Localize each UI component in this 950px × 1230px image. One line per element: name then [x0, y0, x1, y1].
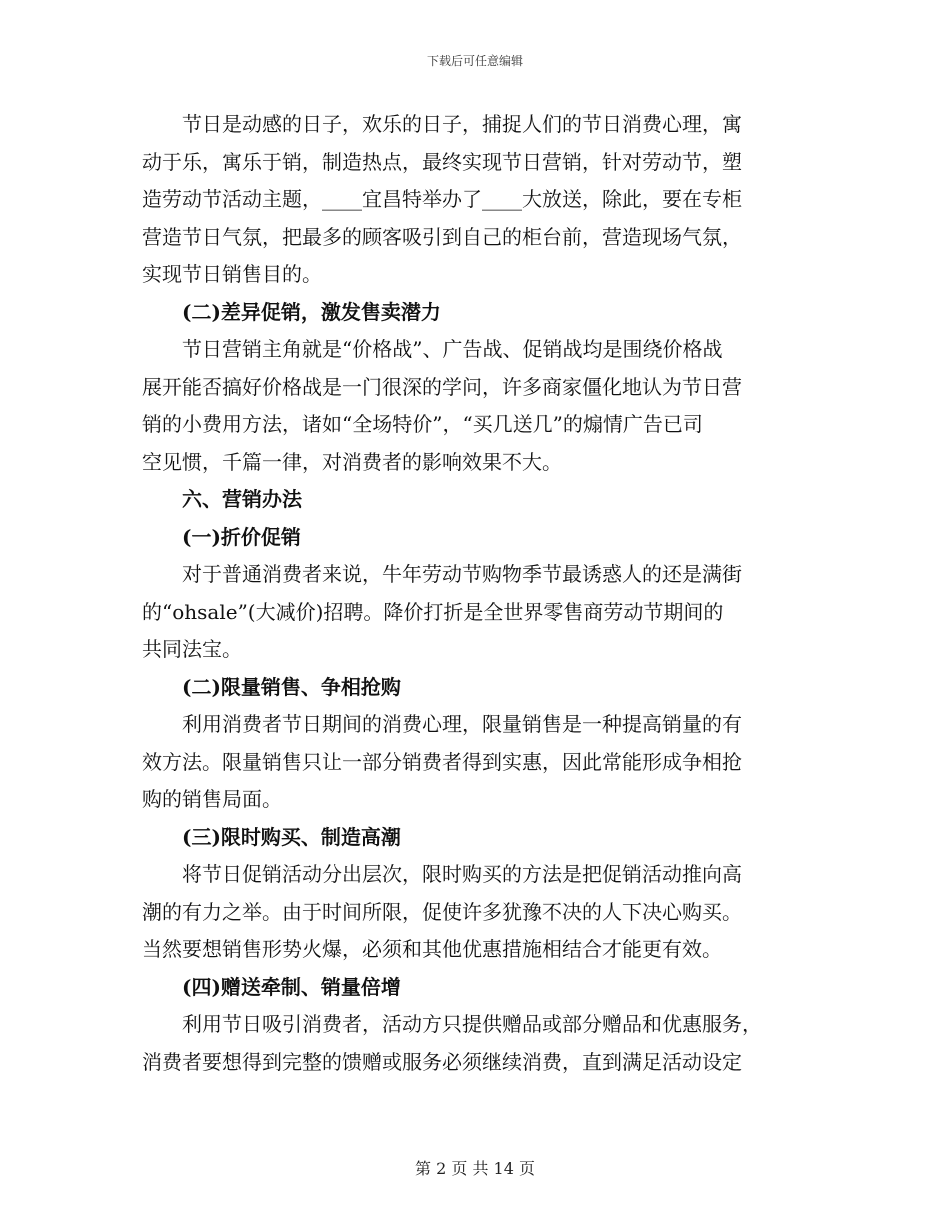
text-line: 购的销售局面。 [142, 787, 282, 811]
text-line: 当然要想销售形势火爆，必须和其他优惠措施相结合才能更有效。 [142, 937, 722, 961]
page-header: 下载后可任意编辑 [426, 54, 523, 68]
text-line: 利用消费者节日期间的消费心理，限量销售是一种提高销量的有 [182, 712, 742, 736]
text-line: 利用节日吸引消费者，活动方只提供赠品或部分赠品和优惠服务， [182, 1012, 762, 1036]
text-line: 动于乐，寓乐于销，制造热点，最终实现节日营销，针对劳动节，塑 [142, 149, 742, 174]
text-line: 节日是动感的日子，欢乐的日子，捕捉人们的节日消费心理，寓 [182, 112, 742, 136]
text-line: 销的小费用方法，诸如“全场特价”，“买几送几”的煽情广告已司 [142, 412, 703, 436]
section-heading: 六、营销办法 [182, 487, 302, 511]
paragraph-2 [142, 331, 802, 481]
section-heading: (二)差异促销，激发售卖潜力 [182, 299, 441, 324]
paragraph-1 [142, 106, 802, 294]
text-line: 共同法宝。 [142, 637, 242, 661]
document-body [142, 106, 802, 1081]
text-line: 造劳动节活动主题，____宜昌特举办了____大放送，除此，要在专柜 [142, 187, 742, 211]
text-line: 空见惯，千篇一律，对消费者的影响效果不大。 [142, 449, 562, 474]
text-line: 效方法。限量销售只让一部分销费者得到实惠，因此常能形成争相抢 [142, 749, 742, 774]
section-heading: (一)折价促销 [182, 524, 301, 549]
paragraph-5 [142, 856, 802, 969]
paragraph-6 [142, 1006, 802, 1081]
paragraph-4 [142, 706, 802, 819]
text-line: 实现节日销售目的。 [142, 262, 322, 286]
text-line: 将节日促销活动分出层次，限时购买的方法是把促销活动推向高 [182, 862, 742, 886]
section-heading: (四)赠送牵制、销量倍增 [182, 974, 401, 999]
page-footer: 第 2 页 共 14 页 [415, 1159, 535, 1178]
section-heading: (二)限量销售、争相抢购 [182, 674, 401, 699]
section-heading: (三)限时购买、制造高潮 [182, 824, 401, 849]
text-line: 对于普通消费者来说，牛年劳动节购物季节最诱惑人的还是满街 [182, 562, 742, 586]
text-line: 潮的有力之举。由于时间所限，促使许多犹豫不决的人下决心购买。 [142, 899, 742, 924]
text-line: 展开能否搞好价格战是一门很深的学问，许多商家僵化地认为节日营 [142, 374, 742, 399]
text-line: 节日营销主角就是“价格战”、广告战、促销战均是围绕价格战 [182, 337, 723, 361]
text-line: 的“ohsale”(大减价)招聘。降价打折是全世界零售商劳动节期间的 [142, 599, 724, 624]
text-line: 消费者要想得到完整的馈赠或服务必须继续消费，直到满足活动设定 [142, 1049, 742, 1074]
paragraph-3 [142, 556, 802, 669]
text-line: 营造节日气氛，把最多的顾客吸引到自己的柜台前，营造现场气氛， [142, 224, 742, 249]
